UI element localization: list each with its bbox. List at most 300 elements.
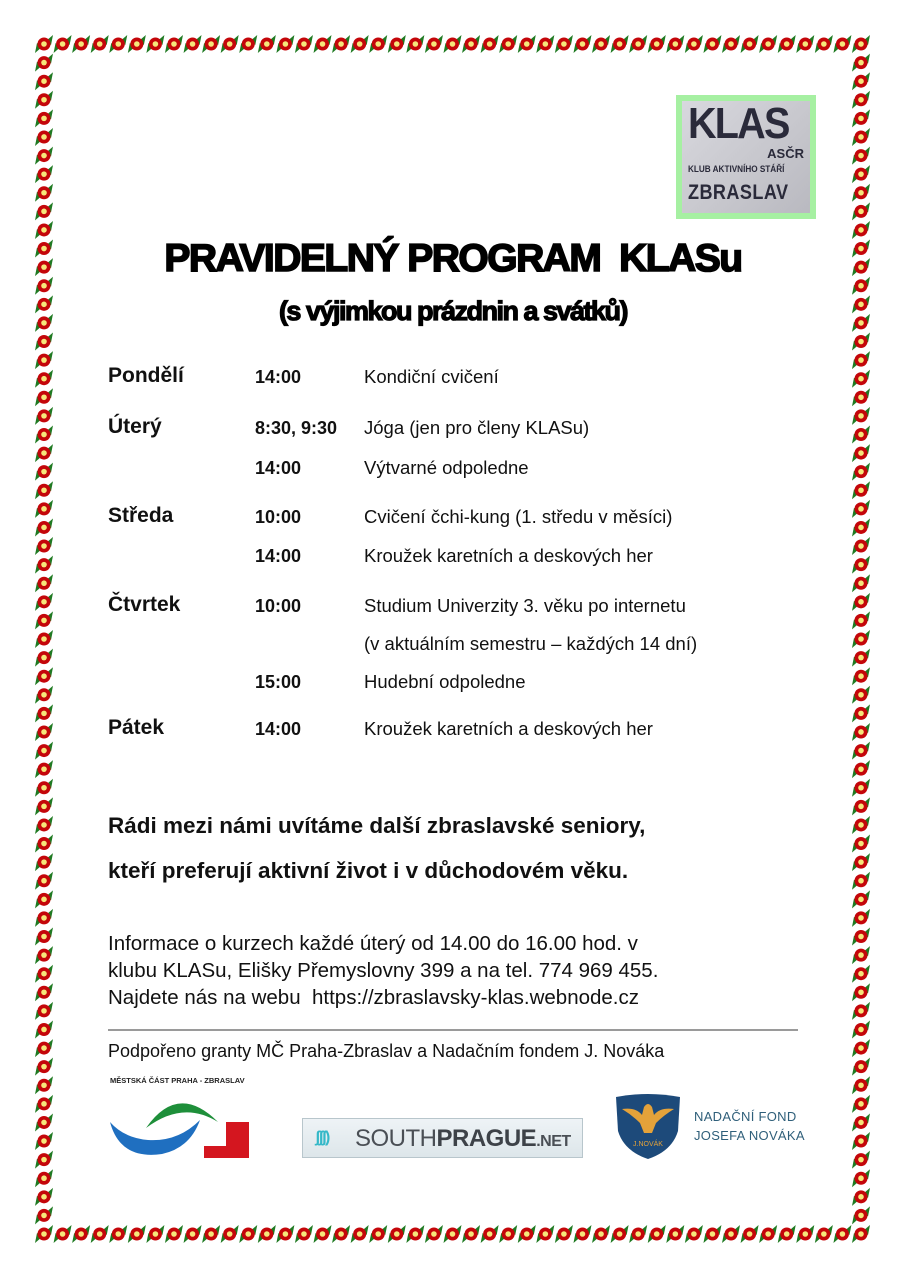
southprague-logo xyxy=(302,1118,583,1158)
red-flower-icon xyxy=(852,518,870,536)
flower-center xyxy=(41,655,47,661)
flower-center xyxy=(858,1101,864,1107)
red-flower-icon xyxy=(852,556,870,574)
red-flower-icon xyxy=(109,35,127,53)
red-flower-icon xyxy=(72,35,90,53)
red-flower-icon xyxy=(852,425,870,443)
flower-center xyxy=(41,748,47,754)
flower-center xyxy=(617,1231,623,1237)
schedule-activity: Kroužek karetních a deskových her xyxy=(364,545,653,566)
red-flower-icon xyxy=(314,1225,332,1243)
nf-name-line: JOSEFA NOVÁKA xyxy=(694,1128,805,1143)
flower-center xyxy=(41,1027,47,1033)
flower-center xyxy=(41,78,47,84)
red-flower-icon xyxy=(852,537,870,555)
flower-center xyxy=(765,1231,771,1237)
red-flower-icon xyxy=(202,35,220,53)
red-flower-icon xyxy=(852,72,870,90)
red-flower-icon xyxy=(35,537,53,555)
schedule-time: 14:00 xyxy=(255,458,302,478)
red-flower-icon xyxy=(759,35,777,53)
red-flower-icon xyxy=(852,1169,870,1187)
flower-center xyxy=(654,41,660,47)
flower-center xyxy=(41,227,47,233)
schedule-time: 8:30, 9:30 xyxy=(255,418,338,438)
red-flower-icon xyxy=(202,1225,220,1243)
flower-center xyxy=(41,525,47,531)
flower-center xyxy=(858,432,864,438)
flower-center xyxy=(41,543,47,549)
red-flower-icon xyxy=(35,184,53,202)
red-flower-icon xyxy=(258,1225,276,1243)
flower-center xyxy=(858,804,864,810)
klas-logo-big-text: KLAS xyxy=(688,101,789,148)
red-flower-icon xyxy=(852,611,870,629)
schedule-activity: Cvičení čchi-kung (1. středu v měsíci) xyxy=(364,506,673,527)
schedule-row xyxy=(108,592,808,630)
flower-center xyxy=(858,711,864,717)
red-flower-icon xyxy=(852,797,870,815)
flower-center xyxy=(41,450,47,456)
flower-center xyxy=(858,283,864,289)
flower-center xyxy=(858,766,864,772)
flower-center xyxy=(41,989,47,995)
schedule-activity: Studium Univerzity 3. věku po internetu xyxy=(364,595,686,616)
flower-center xyxy=(41,134,47,140)
red-flower-icon xyxy=(35,333,53,351)
flower-center xyxy=(858,469,864,475)
flower-center xyxy=(357,41,363,47)
welcome-line: Rádi mezi námi uvítáme další zbraslavské seniory, xyxy=(108,813,646,838)
red-flower-icon xyxy=(852,928,870,946)
flower-center xyxy=(41,878,47,884)
flower-center xyxy=(710,41,716,47)
red-flower-icon xyxy=(852,370,870,388)
southprague-bold: PRAGUE xyxy=(436,1125,537,1152)
nf-badge-text: J.NOVÁK xyxy=(633,1141,663,1148)
flower-center xyxy=(858,618,864,624)
red-flower-icon xyxy=(54,35,72,53)
klas-logo-subtitle: KLUB AKTIVNÍHO STÁŘÍ xyxy=(688,164,785,175)
red-flower-icon xyxy=(722,35,740,53)
flower-center xyxy=(858,153,864,159)
flower-center xyxy=(598,1231,604,1237)
flower-center xyxy=(41,804,47,810)
red-flower-icon xyxy=(852,463,870,481)
flower-center xyxy=(858,1138,864,1144)
flower-center xyxy=(858,1194,864,1200)
flower-center xyxy=(41,1082,47,1088)
schedule-activity: Výtvarné odpoledne xyxy=(364,457,529,478)
schedule-day: Pátek xyxy=(108,716,165,739)
red-flower-icon xyxy=(703,1225,721,1243)
flower-center xyxy=(635,41,641,47)
flower-center xyxy=(858,450,864,456)
red-flower-icon xyxy=(35,593,53,611)
schedule-time: 10:00 xyxy=(255,507,302,527)
red-flower-icon xyxy=(425,35,443,53)
schedule-day: Středa xyxy=(108,504,174,527)
flower-center xyxy=(60,41,66,47)
red-flower-icon xyxy=(35,556,53,574)
red-flower-icon xyxy=(35,463,53,481)
red-flower-icon xyxy=(35,760,53,778)
red-flower-icon xyxy=(741,1225,759,1243)
red-flower-icon xyxy=(35,611,53,629)
flower-center xyxy=(41,376,47,382)
red-flower-icon xyxy=(35,500,53,518)
mc-logo-caption: MĚSTSKÁ ČÁST PRAHA - ZBRASLAV xyxy=(110,1076,245,1085)
red-flower-icon xyxy=(35,1169,53,1187)
red-flower-icon xyxy=(592,1225,610,1243)
flower-center xyxy=(858,487,864,493)
flower-center xyxy=(41,1064,47,1070)
red-flower-icon xyxy=(35,1076,53,1094)
flower-center xyxy=(41,339,47,345)
flower-center xyxy=(598,41,604,47)
red-flower-icon xyxy=(852,835,870,853)
red-flower-icon xyxy=(35,1113,53,1131)
page-title: PRAVIDELNÝ PROGRAM KLASu xyxy=(164,237,742,280)
red-flower-icon xyxy=(35,128,53,146)
flower-center xyxy=(338,41,344,47)
red-flower-icon xyxy=(536,35,554,53)
flower-center xyxy=(858,971,864,977)
red-flower-icon xyxy=(852,1020,870,1038)
flower-center xyxy=(41,897,47,903)
red-flower-icon xyxy=(35,909,53,927)
red-flower-icon xyxy=(35,1151,53,1169)
red-flower-icon xyxy=(852,965,870,983)
red-flower-icon xyxy=(778,1225,796,1243)
schedule-row xyxy=(108,668,808,715)
flower-center xyxy=(41,729,47,735)
schedule-activity: Hudební odpoledne xyxy=(364,671,526,692)
flower-center xyxy=(858,209,864,215)
red-flower-icon xyxy=(778,35,796,53)
info-line: Informace o kurzech každé úterý od 14.00 do 16.00 hod. v xyxy=(108,932,638,955)
red-flower-icon xyxy=(685,1225,703,1243)
red-flower-icon xyxy=(351,35,369,53)
red-flower-icon xyxy=(499,1225,517,1243)
red-flower-icon xyxy=(666,35,684,53)
flower-center xyxy=(301,1231,307,1237)
red-flower-icon xyxy=(239,1225,257,1243)
schedule-row xyxy=(108,503,808,542)
eagle-shield-icon xyxy=(612,1093,684,1161)
flower-center xyxy=(802,41,808,47)
flower-center xyxy=(728,41,734,47)
red-flower-icon xyxy=(833,1225,851,1243)
red-flower-icon xyxy=(852,388,870,406)
red-flower-icon xyxy=(518,35,536,53)
red-flower-icon xyxy=(258,35,276,53)
red-flower-icon xyxy=(35,109,53,127)
flower-center xyxy=(41,1213,47,1219)
flower-center xyxy=(41,97,47,103)
nf-name-line: NADAČNÍ FOND xyxy=(694,1109,797,1124)
flower-center xyxy=(41,822,47,828)
flower-center xyxy=(190,41,196,47)
red-flower-icon xyxy=(54,1225,72,1243)
red-flower-icon xyxy=(221,1225,239,1243)
flower-center xyxy=(840,1231,846,1237)
red-flower-icon xyxy=(35,965,53,983)
flower-center xyxy=(78,41,84,47)
flower-center xyxy=(41,357,47,363)
flower-center xyxy=(673,41,679,47)
red-flower-icon xyxy=(444,35,462,53)
flower-center xyxy=(858,543,864,549)
red-flower-icon xyxy=(35,72,53,90)
schedule-time: 14:00 xyxy=(255,546,302,566)
red-flower-icon xyxy=(35,147,53,165)
red-flower-icon xyxy=(35,946,53,964)
red-flower-icon xyxy=(815,1225,833,1243)
flower-center xyxy=(858,1027,864,1033)
flower-center xyxy=(858,60,864,66)
welcome-message xyxy=(108,803,645,893)
flower-center xyxy=(858,673,864,679)
flower-center xyxy=(858,841,864,847)
flower-center xyxy=(858,1157,864,1163)
red-flower-icon xyxy=(35,481,53,499)
red-flower-icon xyxy=(35,165,53,183)
red-flower-icon xyxy=(295,35,313,53)
flower-center xyxy=(41,469,47,475)
red-flower-icon xyxy=(852,202,870,220)
red-flower-icon xyxy=(759,1225,777,1243)
support-note: Podpořeno granty MČ Praha-Zbraslav a Nadačním fondem J. Nováka xyxy=(108,1041,665,1061)
flower-center xyxy=(394,1231,400,1237)
red-flower-icon xyxy=(35,742,53,760)
red-flower-icon xyxy=(35,35,53,53)
flower-center xyxy=(41,41,47,47)
red-flower-icon xyxy=(35,1225,53,1243)
red-flower-icon xyxy=(815,35,833,53)
red-flower-icon xyxy=(165,35,183,53)
flower-center xyxy=(41,60,47,66)
red-flower-icon xyxy=(852,481,870,499)
schedule-day: Úterý xyxy=(108,415,162,438)
flower-center xyxy=(115,1231,121,1237)
red-flower-icon xyxy=(852,853,870,871)
flower-center xyxy=(171,41,177,47)
red-flower-icon xyxy=(35,928,53,946)
red-flower-icon xyxy=(852,667,870,685)
red-flower-icon xyxy=(35,872,53,890)
red-flower-icon xyxy=(852,686,870,704)
flower-center xyxy=(60,1231,66,1237)
red-flower-icon xyxy=(852,630,870,648)
flower-center xyxy=(41,1175,47,1181)
flower-center xyxy=(858,227,864,233)
mc-praha-zbraslav-logo xyxy=(108,1076,258,1163)
red-flower-icon xyxy=(35,835,53,853)
flower-center xyxy=(41,711,47,717)
flower-center xyxy=(431,1231,437,1237)
red-flower-icon xyxy=(499,35,517,53)
contact-info xyxy=(108,930,658,1011)
red-flower-icon xyxy=(35,1188,53,1206)
flower-center xyxy=(784,41,790,47)
flower-center xyxy=(858,1120,864,1126)
red-flower-icon xyxy=(852,574,870,592)
nadacni-fond-logo xyxy=(612,1093,805,1161)
red-flower-icon xyxy=(128,35,146,53)
red-flower-icon xyxy=(425,1225,443,1243)
flower-center xyxy=(858,171,864,177)
red-flower-icon xyxy=(852,444,870,462)
flower-center xyxy=(431,41,437,47)
flower-center xyxy=(858,822,864,828)
flower-center xyxy=(561,41,567,47)
red-flower-icon xyxy=(852,54,870,72)
red-flower-icon xyxy=(666,1225,684,1243)
mc-blue-arc xyxy=(110,1120,200,1155)
red-flower-icon xyxy=(852,184,870,202)
flower-center xyxy=(858,748,864,754)
flower-center xyxy=(858,636,864,642)
flower-center xyxy=(115,41,121,47)
welcome-line: kteří preferují aktivní život i v důchodovém věku. xyxy=(108,858,629,883)
red-flower-icon xyxy=(555,35,573,53)
red-flower-icon xyxy=(648,35,666,53)
red-flower-icon xyxy=(35,574,53,592)
red-flower-icon xyxy=(35,983,53,1001)
schedule-time: 10:00 xyxy=(255,596,302,616)
red-flower-icon xyxy=(629,35,647,53)
red-flower-icon xyxy=(35,425,53,443)
flower-center xyxy=(858,692,864,698)
red-flower-icon xyxy=(35,1058,53,1076)
flower-center xyxy=(41,394,47,400)
red-flower-icon xyxy=(685,35,703,53)
website-link[interactable]: https://zbraslavsky-klas.webnode.cz xyxy=(312,986,639,1009)
flower-center xyxy=(41,190,47,196)
red-flower-icon xyxy=(852,1113,870,1131)
flower-center xyxy=(858,1045,864,1051)
red-flower-icon xyxy=(35,407,53,425)
page-subtitle: (s výjimkou prázdnin a svátků) xyxy=(278,296,628,326)
flower-center xyxy=(858,952,864,958)
flower-center xyxy=(858,376,864,382)
flower-center xyxy=(858,562,864,568)
flower-center xyxy=(264,41,270,47)
red-flower-icon xyxy=(852,128,870,146)
red-flower-icon xyxy=(852,946,870,964)
flower-center xyxy=(394,41,400,47)
flower-center xyxy=(784,1231,790,1237)
flower-center xyxy=(41,580,47,586)
flower-center xyxy=(747,41,753,47)
red-flower-icon xyxy=(35,890,53,908)
flower-center xyxy=(413,41,419,47)
flower-center xyxy=(338,1231,344,1237)
flower-center xyxy=(41,1101,47,1107)
flower-center xyxy=(41,153,47,159)
flower-center xyxy=(747,1231,753,1237)
red-flower-icon xyxy=(852,1225,870,1243)
schedule-time: 14:00 xyxy=(255,719,302,739)
flower-center xyxy=(227,41,233,47)
flower-center xyxy=(375,1231,381,1237)
flower-center xyxy=(41,841,47,847)
red-flower-icon xyxy=(703,35,721,53)
red-flower-icon xyxy=(35,779,53,797)
red-flower-icon xyxy=(444,1225,462,1243)
red-flower-icon xyxy=(35,723,53,741)
divider xyxy=(108,1029,798,1031)
red-flower-icon xyxy=(35,518,53,536)
red-flower-icon xyxy=(481,1225,499,1243)
flower-center xyxy=(543,41,549,47)
flower-center xyxy=(858,134,864,140)
red-flower-icon xyxy=(184,35,202,53)
flower-center xyxy=(673,1231,679,1237)
red-flower-icon xyxy=(852,742,870,760)
flower-center xyxy=(41,859,47,865)
flower-center xyxy=(858,599,864,605)
flower-center xyxy=(468,1231,474,1237)
flower-center xyxy=(41,1120,47,1126)
flower-center xyxy=(858,785,864,791)
red-flower-icon xyxy=(852,1002,870,1020)
flower-center xyxy=(41,599,47,605)
red-flower-icon xyxy=(165,1225,183,1243)
flower-center xyxy=(41,915,47,921)
flower-center xyxy=(320,41,326,47)
red-flower-icon xyxy=(611,1225,629,1243)
schedule-activity: Jóga (jen pro členy KLASu) xyxy=(364,417,590,438)
red-flower-icon xyxy=(332,35,350,53)
flower-center xyxy=(858,413,864,419)
red-flower-icon xyxy=(406,1225,424,1243)
red-flower-icon xyxy=(462,1225,480,1243)
schedule-row xyxy=(108,414,808,454)
flower-center xyxy=(97,1231,103,1237)
flower-center xyxy=(858,934,864,940)
flower-center xyxy=(41,432,47,438)
schedule-table xyxy=(108,363,808,755)
flower-center xyxy=(41,171,47,177)
flower-center xyxy=(858,116,864,122)
schedule-time: 15:00 xyxy=(255,672,302,692)
red-flower-icon xyxy=(852,872,870,890)
flower-center xyxy=(153,1231,159,1237)
red-flower-icon xyxy=(518,1225,536,1243)
red-flower-icon xyxy=(332,1225,350,1243)
flower-center xyxy=(858,729,864,735)
red-flower-icon xyxy=(128,1225,146,1243)
red-flower-icon xyxy=(35,649,53,667)
mc-red-step xyxy=(204,1122,249,1158)
red-flower-icon xyxy=(852,35,870,53)
flower-center xyxy=(635,1231,641,1237)
flower-center xyxy=(78,1231,84,1237)
red-flower-icon xyxy=(35,351,53,369)
flower-center xyxy=(858,915,864,921)
red-flower-icon xyxy=(35,816,53,834)
flower-center xyxy=(524,41,530,47)
flower-center xyxy=(41,283,47,289)
flower-center xyxy=(858,1008,864,1014)
red-flower-icon xyxy=(481,35,499,53)
flower-center xyxy=(858,989,864,995)
flower-center xyxy=(468,41,474,47)
red-flower-icon xyxy=(35,630,53,648)
flower-center xyxy=(561,1231,567,1237)
